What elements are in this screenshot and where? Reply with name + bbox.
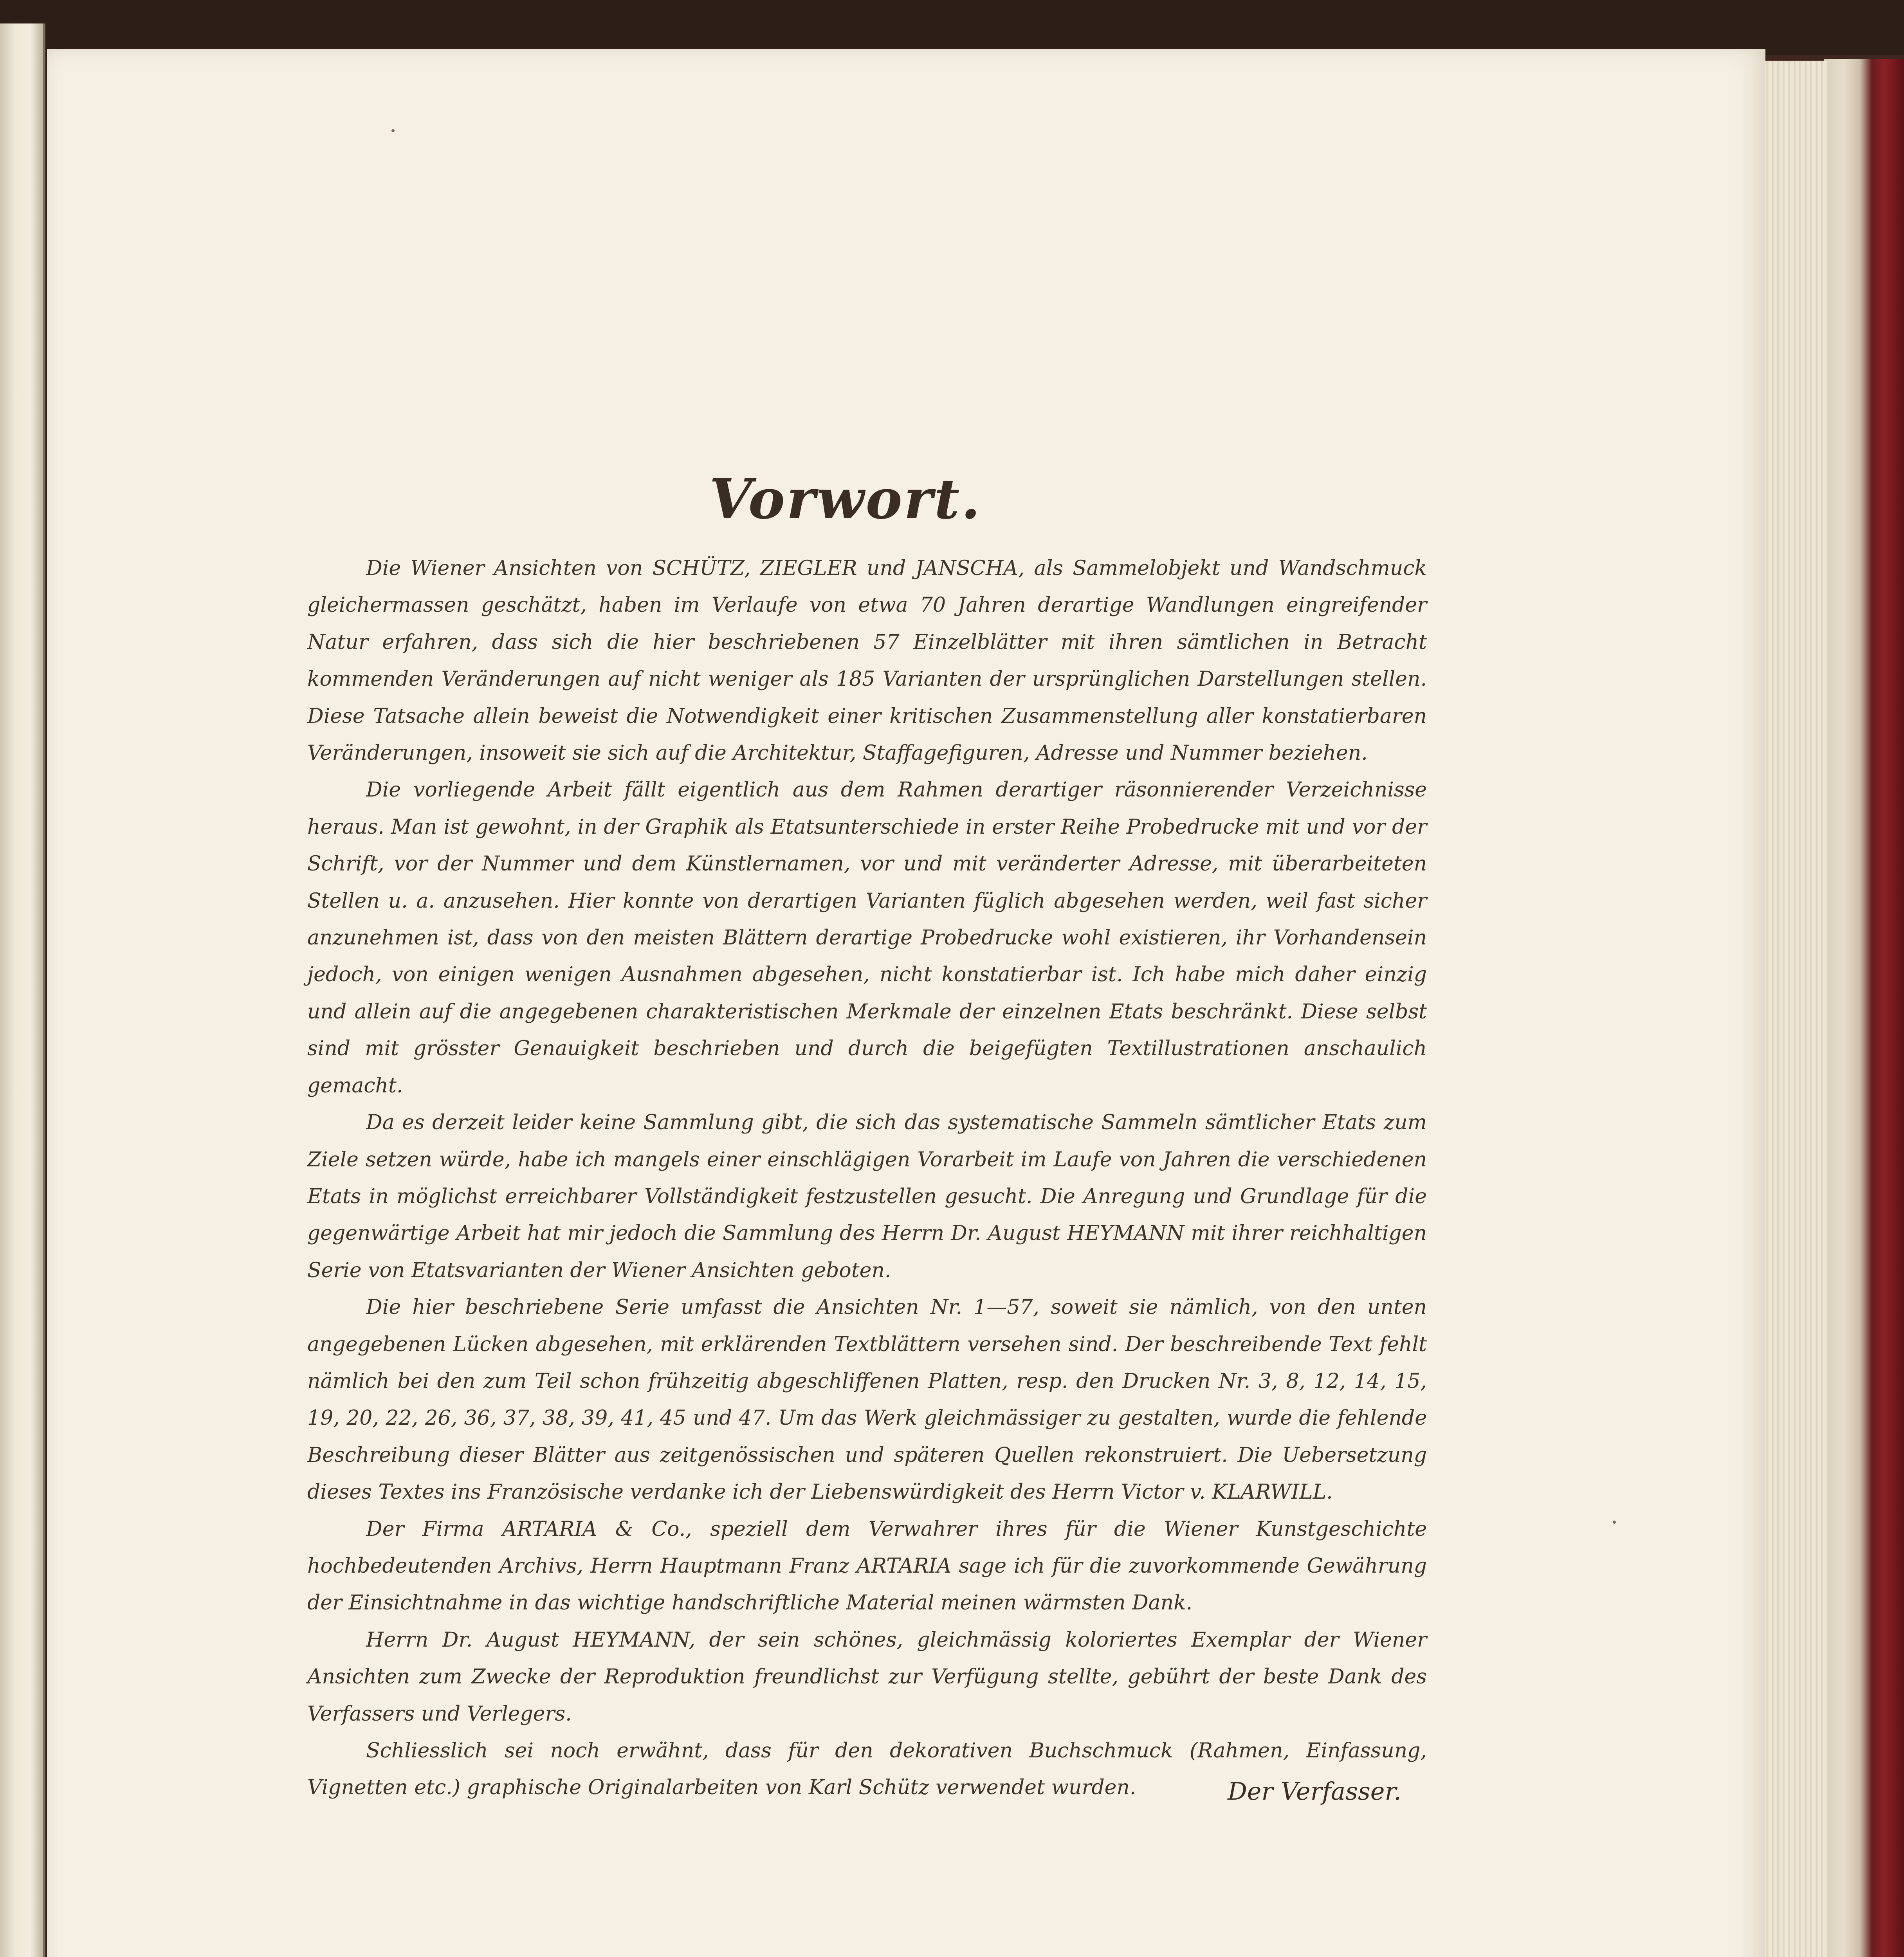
paragraph: Die hier beschriebene Serie umfasst die Ansichten Nr. 1—57, soweit sie nämlich, von den unten angegebenen Lücken abgesehen, mit erklärenden Textblättern versehen sind. Der beschreibende Text fehlt nämlich bei den zum Teil schon frühzeitig abgeschliffenen Platten, resp. den Drucken Nr. 3, 8, 12, 14, 15, 19, 20, 22, 26, 36, 37, 38, 39, 41, 45 und 47. Um das Werk gleichmässiger zu gestalten, wurde die fehlende Beschreibung dieser Blätter aus zeitgenössischen und späteren Quellen rekonstruiert. Die Uebersetzung dieses Textes ins Französische verdanke ich der Liebenswürdigkeit des Herrn Victor v. KLARWILL.	[307, 1296, 1427, 1504]
paragraph: Der Firma ARTARIA & Co., speziell dem Verwahrer ihres für die Wiener Kunstgeschichte hochbedeutenden Archivs, Herrn Hauptmann Franz ARTARIA sage ich für die zuvorkommende Gewährung der Einsichtnahme in das wichtige handschriftliche Material meinen wärmsten Dank.	[307, 1517, 1427, 1615]
paragraph: Herrn Dr. August HEYMANN, der sein schönes, gleichmässig koloriertes Exemplar der Wiener Ansichten zum Zwecke der Reproduktion freundlichst zur Verfügung stellte, gebührt der beste Dank des Verfassers und Verlegers.	[307, 1628, 1427, 1726]
page-stack-edge	[1758, 61, 1828, 1957]
adjacent-page-edge	[0, 23, 45, 1957]
page-title: Vorwort.	[709, 467, 982, 532]
author-signature: Der Verfasser.	[1228, 1777, 1401, 1806]
paragraph: Da es derzeit leider keine Sammlung gibt, die sich das systematische Sammeln sämtlicher Etats zum Ziele setzen würde, habe ich mangels einer einschlägigen Vorarbeit im Laufe von Jahren die verschiedenen Etats in möglichst erreichbarer Vollständigkeit festzustellen gesucht. Die Anregung und Grundlage für die gegenwärtige Arbeit hat mir jedoch die Sammlung des Herrn Dr. August HEYMANN mit ihrer reichhaltigen Serie von Etatsvarianten der Wiener Ansichten geboten.	[307, 1111, 1427, 1282]
book-binding	[1824, 59, 1904, 1957]
paragraph: Die vorliegende Arbeit fällt eigentlich aus dem Rahmen derartiger räsonnierender Verzeichnisse heraus. Man ist gewohnt, in der Graphik als Etatsunterschiede in erster Reihe Probedrucke mit und vor der Schrift, vor der Nummer und dem Künstlernamen, vor und mit veränderter Adresse, mit überarbeiteten Stellen u. a. anzusehen. Hier konnte von derartigen Varianten füglich abgesehen werden, weil fast sicher anzunehmen ist, dass von den meisten Blättern derartige Probedrucke wohl existieren, ihr Vorhandensein jedoch, von einigen wenigen Ausnahmen abgesehen, nicht konstatierbar ist. Ich habe mich daher einzig und allein auf die angegebenen charakteristischen Merkmale der einzelnen Etats beschränkt. Diese selbst sind mit grösster Genauigkeit beschrieben und durch die beigefügten Textillustrationen anschaulich gemacht.	[307, 778, 1427, 1097]
paper-speck	[391, 129, 395, 132]
paragraph: Die Wiener Ansichten von SCHÜTZ, ZIEGLER und JANSCHA, als Sammelobjekt und Wandschmuck gleichermassen geschätzt, haben im Verlaufe von etwa 70 Jahren derartige Wandlungen eingreifender Natur erfahren, dass sich die hier beschriebenen 57 Einzelblätter mit ihren sämtlichen in Betracht kommenden Veränderungen auf nicht weniger als 185 Varianten der ursprünglichen Darstellungen stellen. Diese Tatsache allein beweist die Notwendigkeit einer kritischen Zusammenstellung aller konstatierbaren Veränderungen, insoweit sie sich auf die Architektur, Staffagefiguren, Adresse und Nummer beziehen.	[307, 557, 1427, 765]
preface-text	[307, 550, 1427, 1806]
paper-speck	[1613, 1521, 1616, 1524]
paragraph: Schliesslich sei noch erwähnt, dass für den dekorativen Buchschmuck (Rahmen, Einfassung, Vignetten etc.) graphische Originalarbeiten von Karl Schütz verwendet wurden.	[307, 1739, 1427, 1800]
